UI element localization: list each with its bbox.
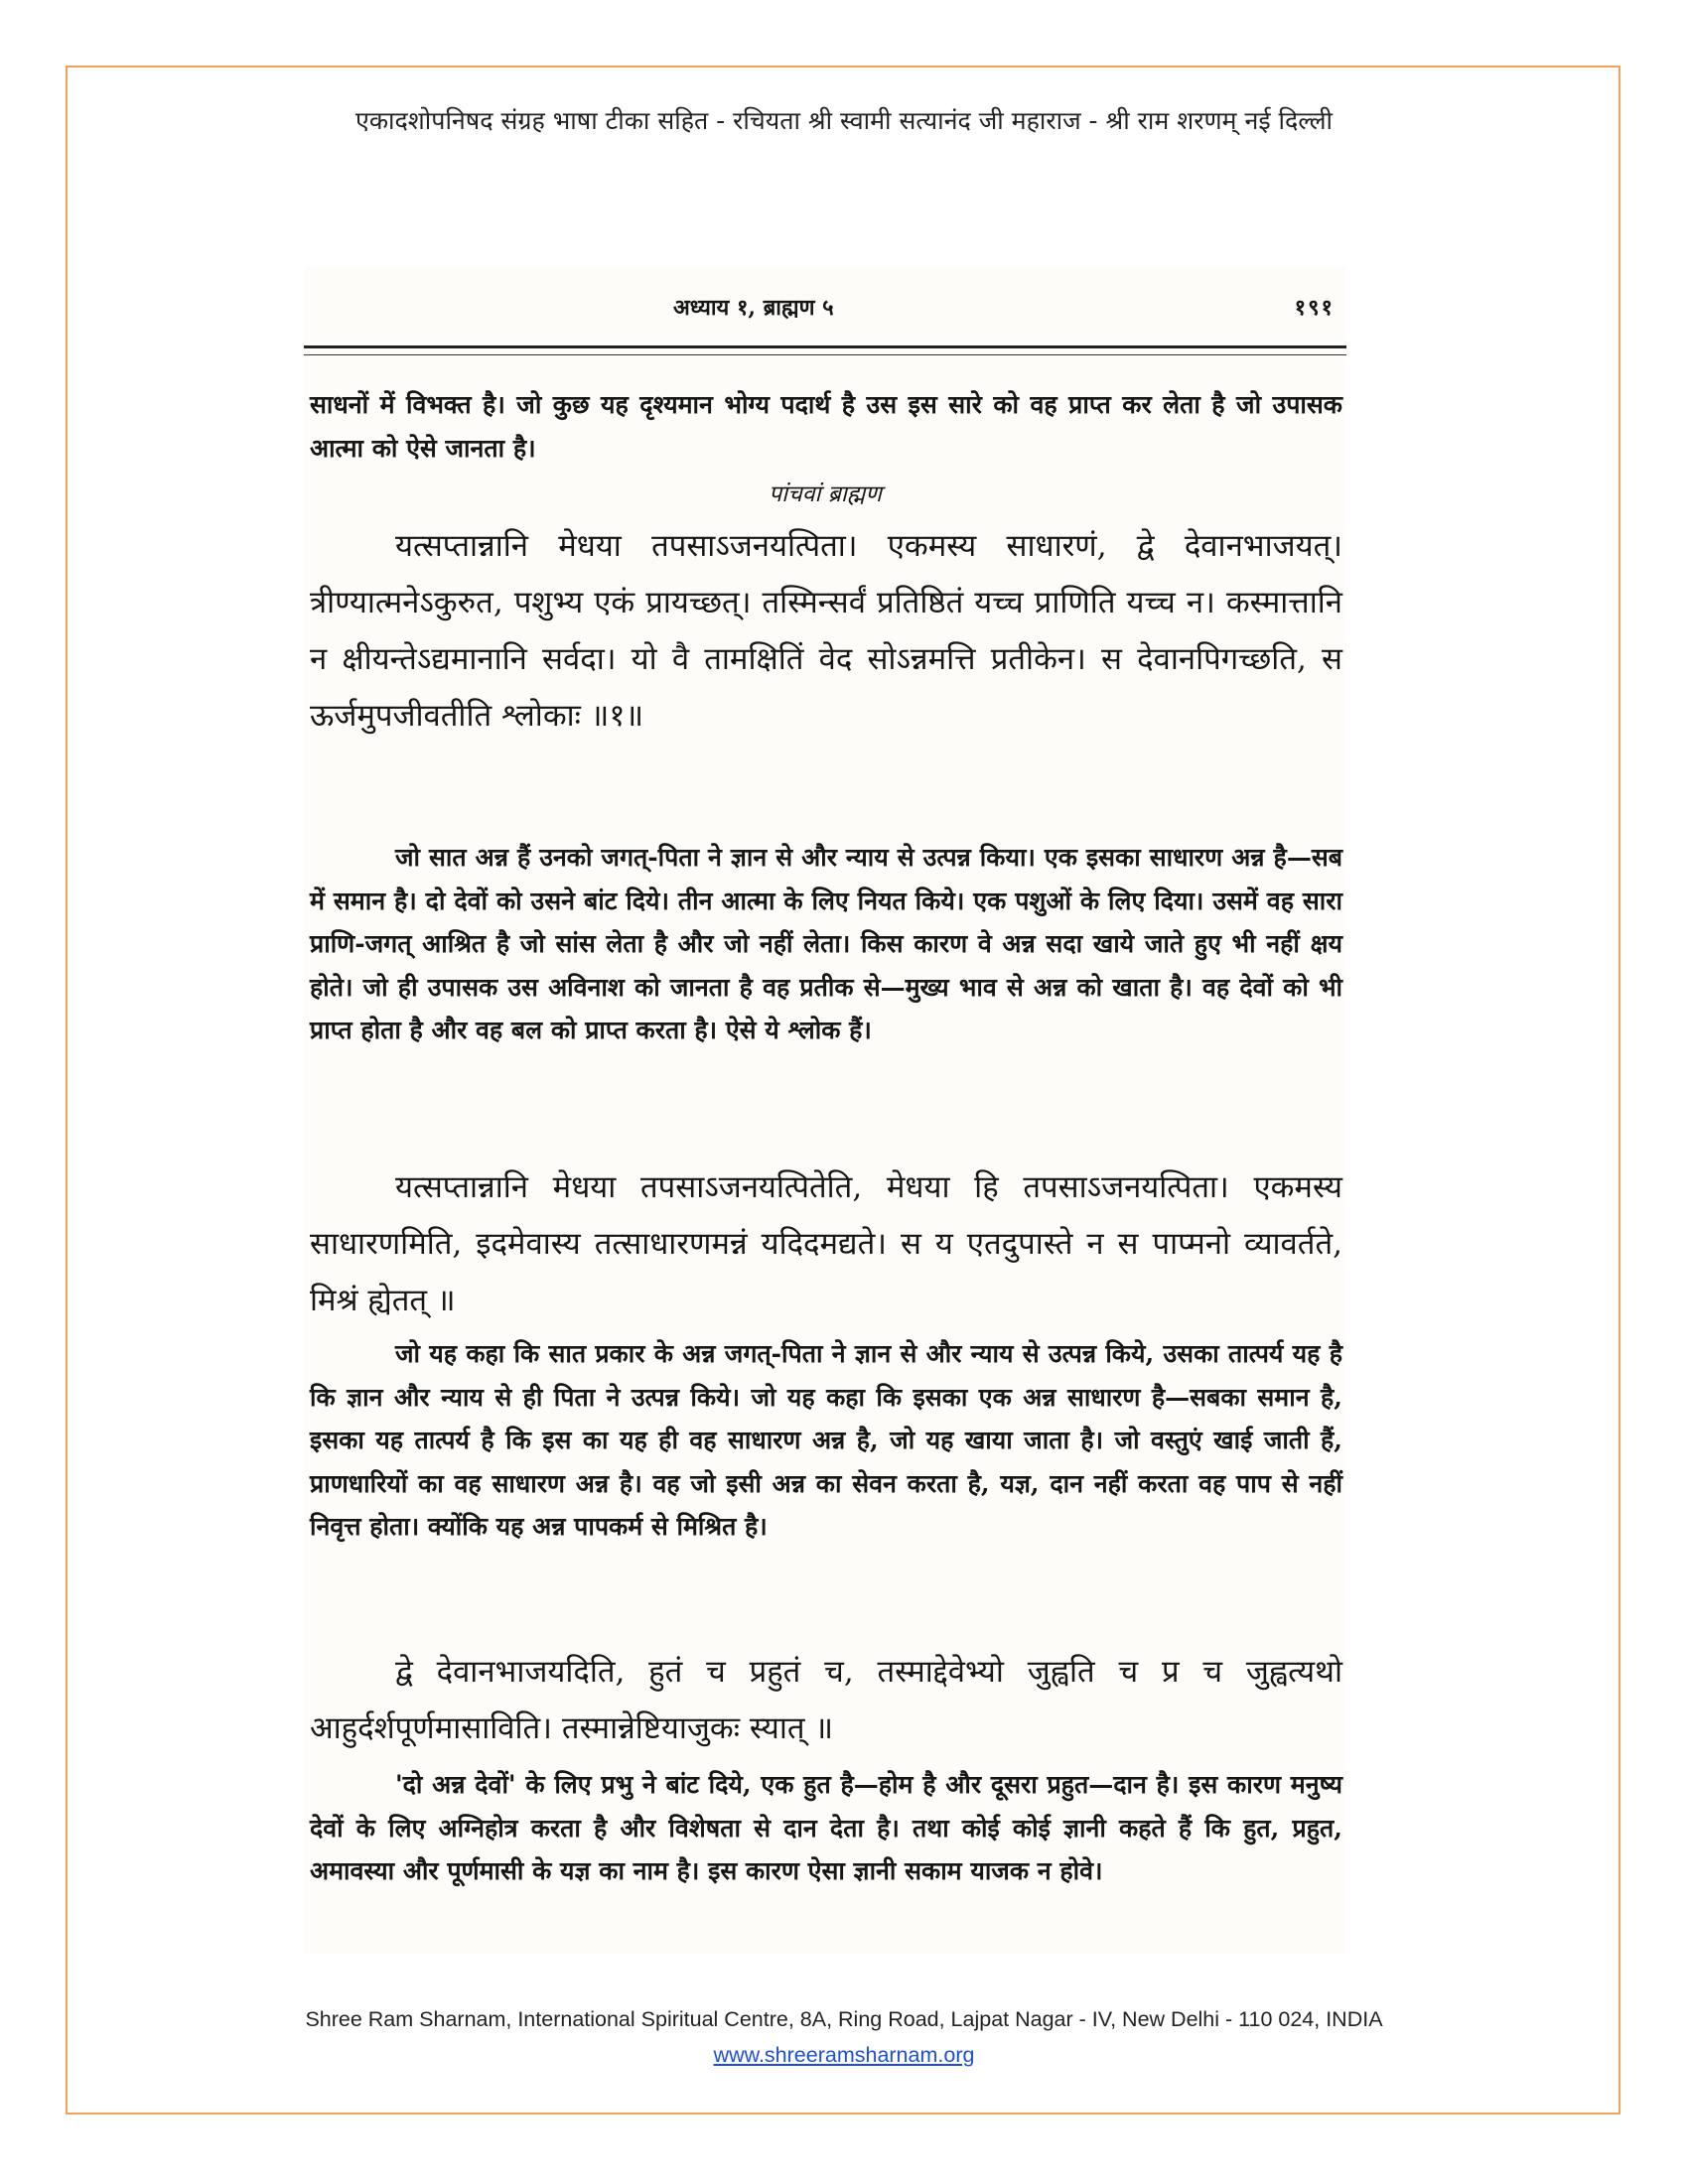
sanskrit-verse-3: द्वे देवानभाजयदिति, हुतं च प्रहुतं च, तस्माद्देवेभ्यो जुह्वति च प्र च जुह्वत्यथो आहुर्दर्शपूर्णमासाविति। तस्मान्नेष्टियाजुकः स्यात् ॥ xyxy=(310,1654,1342,1746)
page-number: १९१ xyxy=(1294,295,1335,321)
hindi-commentary-3: 'दो अन्न देवों' के लिए प्रभु ने बांट दिये, एक हुत है—होम है और दूसरा प्रहुत—दान है। इस कारण मनुष्य देवों के लिए अग्निहोत्र करता है और विशेषता से दान देता है। तथा कोई कोई ज्ञानी कहते हैं कि हुत, प्रहुत, अमावस्या और पूर्णमासी के यज्ञ का नाम है। इस कारण ऐसा ज्ञानी सकाम याजक न होवे। xyxy=(310,1770,1342,1885)
footer-address: Shree Ram Sharnam, International Spiritual Centre, 8A, Ring Road, Lajpat Nagar - IV, New Delhi - 110 024, INDIA xyxy=(305,2007,1383,2031)
sanskrit-verse-1: यत्सप्तान्नानि मेधया तपसाऽजनयत्पिता। एकमस्य साधारणं, द्वे देवानभाजयत्। त्रीण्यात्मनेऽकुरुत, पशुभ्य एकं प्रायच्छत्। तस्मिन्सर्वं प्रतिष्ठितं यच्च प्राणिति यच्च न। कस्मात्तानि न क्षीयन्तेऽद्यमानानि सर्वदा। यो वै तामक्षितिं वेद सोऽन्नमत्ति प्रतीकेन। स देवानपिगच्छति, स ऊर्जमुपजीवतीति श्लोकाः ॥१॥ xyxy=(310,528,1342,734)
sanskrit-verse-2: यत्सप्तान्नानि मेधया तपसाऽजनयत्पितेति, मेधया हि तपसाऽजनयत्पिता। एकमस्य साधारणमिति, इदमेवास्य तत्साधारणमन्नं यदिदमद्यते। स य एतदुपास्ते न स पाप्मनो व्यावर्तते, मिश्रं ह्येतत् ॥ xyxy=(310,1169,1342,1318)
website-link[interactable]: www.shreeramsharnam.org xyxy=(713,2043,975,2067)
hindi-commentary-2: जो यह कहा कि सात प्रकार के अन्न जगत्-पिता ने ज्ञान से और न्याय से उत्पन्न किये, उसका तात्पर्य यह है कि ज्ञान और न्याय से ही पिता ने उत्पन्न किये। जो यह कहा कि इसका एक अन्न साधारण है—सबका समान है, इसका यह तात्पर्य है कि इस का यह ही वह साधारण अन्न है, जो यह खाया जाता है। जो वस्तुएं खाई जाती हैं, प्राणधारियों का वह साधारण अन्न है। वह जो इसी अन्न का सेवन करता है, यज्ञ, दान नहीं करता वह पाप से नहीं निवृत्त होता। क्योंकि यह अन्न पापकर्म से मिश्रित है। xyxy=(310,1339,1342,1541)
running-head xyxy=(304,286,1346,326)
chapter-heading: अध्याय १, ब्राह्मण ५ xyxy=(673,295,834,321)
header-rule-thick xyxy=(304,345,1346,348)
scanned-book-page xyxy=(304,266,1346,1954)
hindi-commentary-1: जो सात अन्न हैं उनको जगत्-पिता ने ज्ञान से और न्याय से उत्पन्न किया। एक इसका साधारण अन्न है—सब में समान है। दो देवों को उसने बांट दिये। तीन आत्मा के लिए नियत किये। एक पशुओं के लिए दिया। उसमें वह सारा प्राणि-जगत् आश्रित है जो सांस लेता है और जो नहीं लेता। किस कारण वे अन्न सदा खाये जाते हुए भी नहीं क्षय होते। जो ही उपासक उस अविनाश को जानता है वह प्रतीक से—मुख्य भाव से अन्न को खाता है। वह देवों को भी प्राप्त होता है और वह बल को प्राप्त करता है। ऐसे ये श्लोक हैं। xyxy=(310,843,1342,1044)
section-title: पांचवां ब्राह्मण xyxy=(769,481,882,507)
document-header-title: एकादशोपनिषद संग्रह भाषा टीका सहित - रचियता श्री स्वामी सत्यानंद जी महाराज - श्री राम शरणम् नई दिल्ली xyxy=(355,106,1333,135)
footer-website xyxy=(0,2043,1688,2068)
header-rule-thin xyxy=(304,354,1346,355)
intro-paragraph: साधनों में विभक्त है। जो कुछ यह दृश्यमान भोग्य पदार्थ है उस इस सारे को वह प्राप्त कर लेता है जो उपासक आत्मा को ऐसे जानता है। xyxy=(310,390,1342,463)
